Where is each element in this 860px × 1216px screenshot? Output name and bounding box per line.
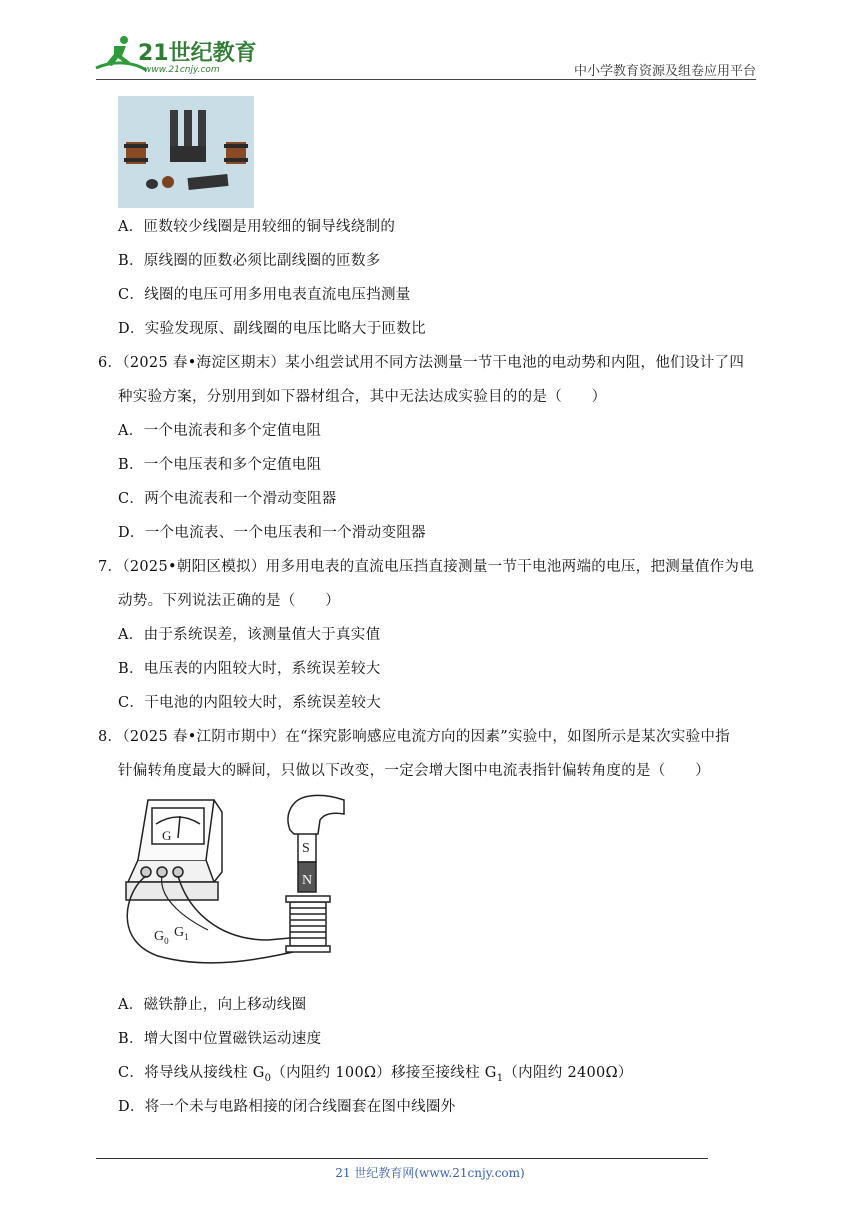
transformer-parts-photo xyxy=(118,96,254,208)
q6-option-d: D．一个电流表、一个电压表和一个滑动变阻器 xyxy=(118,525,426,541)
q7-option-c: C．干电池的内阻较大时，系统误差较大 xyxy=(118,695,382,711)
footer-link[interactable]: 21 世纪教育网(www.21cnjy.com) xyxy=(335,1166,525,1180)
terminal-g1-label: $G_1$ xyxy=(174,925,189,942)
q8-stem-cont: 针偏转角度最大的瞬间，只做以下改变，一定会增大图中电流表指针偏转角度的是（ ） xyxy=(118,763,710,779)
site-logo xyxy=(94,32,264,78)
q7-option-b: B．电压表的内阻较大时，系统误差较大 xyxy=(118,661,381,677)
q5-option-d: D．实验发现原、副线圈的电压比略大于匝数比 xyxy=(118,321,426,337)
q6-stem: 6．（2025 春•海淀区期末）某小组尝试用不同方法测量一节干电池的电动势和内阻，他们设计了四 xyxy=(98,355,745,371)
terminal-g0-label: $G_0$ xyxy=(154,929,169,946)
header-divider xyxy=(96,79,756,80)
page-header xyxy=(0,0,860,80)
q7-stem-cont: 动势。下列说法正确的是（ ） xyxy=(118,593,340,609)
induction-experiment-figure xyxy=(118,790,350,972)
magnet-s-pole: S xyxy=(302,841,310,856)
platform-title: 中小学教育资源及组卷应用平台 xyxy=(573,64,756,79)
q6-option-a: A．一个电流表和多个定值电阻 xyxy=(118,423,322,439)
meter-label: G xyxy=(162,828,172,843)
q8-option-c: C．将导线从接线柱 $G_0$（内阻约 100Ω）移接至接线柱 $G_1$（内阻约 2400Ω） xyxy=(118,1065,633,1084)
q6-option-c: C．两个电流表和一个滑动变阻器 xyxy=(118,491,337,507)
q7-stem: 7．（2025•朝阳区模拟）用多用电表的直流电压挡直接测量一节干电池两端的电压，把测量值作为电 xyxy=(98,559,755,575)
q6-number: 6． xyxy=(98,355,123,371)
coil-icon xyxy=(286,896,330,952)
q6-option-b: B．一个电压表和多个定值电阻 xyxy=(118,457,322,473)
q7-source: （2025•朝阳区模拟） xyxy=(122,559,266,575)
footer-divider xyxy=(96,1158,708,1159)
q8-source: （2025 春•江阴市期中） xyxy=(122,729,286,745)
q5-option-b: B．原线圈的匝数必须比副线圈的匝数多 xyxy=(118,253,381,269)
q5-option-c: C．线圈的电压可用多用电表直流电压挡测量 xyxy=(118,287,411,303)
q7-option-a: A．由于系统误差，该测量值大于真实值 xyxy=(118,627,381,643)
q8-option-d: D．将一个未与电路相接的闭合线圈套在图中线圈外 xyxy=(118,1099,456,1115)
magnet-n-pole: N xyxy=(302,873,313,888)
q8-number: 8． xyxy=(98,729,123,745)
svg-text:www.21cnjy.com: www.21cnjy.com xyxy=(144,65,220,75)
q7-number: 7． xyxy=(98,559,123,575)
q8-option-b: B．增大图中位置磁铁运动速度 xyxy=(118,1031,322,1047)
q6-stem-cont: 种实验方案，分别用到如下器材组合，其中无法达成实验目的的是（ ） xyxy=(118,389,607,405)
q6-source: （2025 春•海淀区期末） xyxy=(122,355,286,371)
q8-stem: 8．（2025 春•江阴市期中）在“探究影响感应电流方向的因素”实验中，如图所示是某次实验中指 xyxy=(98,729,730,745)
q5-option-a: A．匝数较少线圈是用较细的铜导线绕制的 xyxy=(118,219,396,235)
q8-option-a: A．磁铁静止，向上移动线圈 xyxy=(118,997,307,1013)
svg-text:21世纪教育: 21世纪教育 xyxy=(138,41,257,66)
